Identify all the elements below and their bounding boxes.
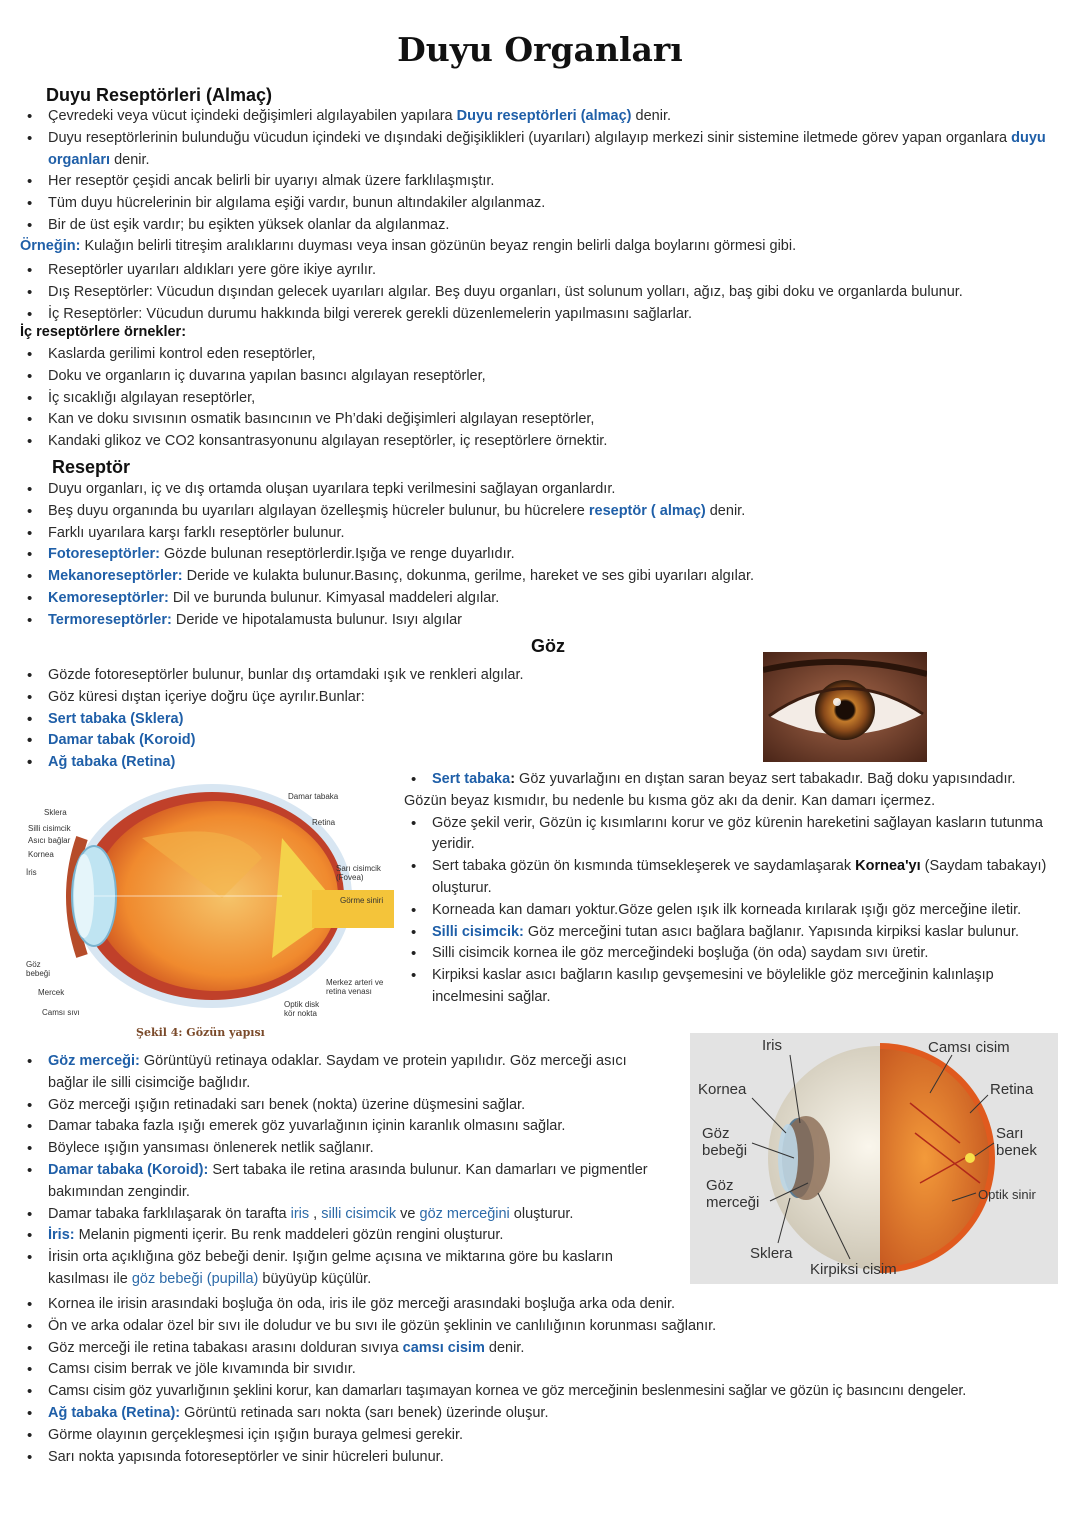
- list-item: • Gözde fotoreseptörler bulunur, bunlar dış ortamdaki ışık ve renkleri algılar.: [20, 665, 740, 687]
- sclera-text-block: [404, 769, 1054, 1009]
- section-heading-eye: Göz: [531, 636, 565, 656]
- label-kornea: Kornea: [28, 850, 54, 859]
- label-sklera: Sklera: [750, 1245, 793, 1262]
- label-optik-disk: Optik disk kör nokta: [284, 1000, 320, 1018]
- sclera-continued: Gözün beyaz kısmıdır, bu nedenle bu kısma göz akı da denir. Kan damarı içermez.: [404, 792, 936, 809]
- section-heading-receptors: Duyu Reseptörleri (Almaç): [46, 85, 273, 105]
- list-item: • Kornea ile irisin arasındaki boşluğa ön oda, iris ile göz merceği arasındaki boşluğa arka oda denir.: [20, 1294, 1070, 1316]
- list-item: • Camsı cisim göz yuvarlığının şeklini korur, kan damarları taşımayan kornea ve göz merceğinin beslenmesini sağlar ve gözün iç basıncını dengeler.: [20, 1381, 1070, 1403]
- list-item: • Damar tabak (Koroid): [20, 730, 740, 752]
- label-sari-benek: Sarı benek: [996, 1125, 1037, 1159]
- list-item: • Kirpiksi kaslar asıcı bağların kasılıp gevşemesini ve böylelikle göz merceğinin kalınlaşıp incelmesini sağlar.: [404, 965, 1054, 1009]
- example-line: Örneğin: Kulağın belirli titreşim aralıklarını duyması veya insan gözünün beyaz rengin belirli dalga boylarını görmesi gibi.: [20, 238, 797, 254]
- label-iris: Iris: [762, 1037, 782, 1054]
- inner-receptor-list: [20, 344, 1060, 453]
- label-silli-cisimcik: Silli cisimcik: [28, 824, 71, 833]
- list-item: • Görme olayının gerçekleşmesi için ışığın buraya gelmesi gerekir.: [20, 1425, 1070, 1447]
- list-item: • Damar tabaka fazla ışığı emerek göz yuvarlağının içinin karanlık olmasını sağlar.: [20, 1116, 660, 1138]
- list-item: • Dış Reseptörler: Vücudun dışından gelecek uyarıları algılar. Beş duyu organları, üst solunum yolları, ağız, baş gibi doku ve organlarda bulunur.: [20, 282, 1070, 304]
- list-item: • Silli cisimcik: Göz merceğini tutan asıcı bağlara bağlanır. Yapısında kirpiksi kaslar bulunur.: [404, 922, 1054, 944]
- list-item: • Mekanoreseptörler: Deride ve kulakta bulunur.Basınç, dokunma, gerilme, hareket ve ses gibi uyarıları algılar.: [20, 566, 1060, 588]
- list-item: • Termoreseptörler: Deride ve hipotalamusta bulunur. Isıyı algılar: [20, 610, 1060, 632]
- list-item: • Beş duyu organında bu uyarıları algılayan özelleşmiş hücreler bulunur, bu hücrelere reseptör ( almaç) denir.: [20, 501, 1060, 523]
- label-sklera: Sklera: [44, 808, 67, 817]
- label-gorme-siniri: Görme siniri: [340, 896, 384, 905]
- list-item: • Ön ve arka odalar özel bir sıvı ile doludur ve bu sıvı ile gözün şeklinin ve canlılığının korunması sağlanır.: [20, 1316, 1070, 1338]
- eye-intro-list: [20, 665, 740, 774]
- page-title: Duyu Organları: [397, 30, 683, 69]
- list-item: • Her reseptör çeşidi ancak belirli bir uyarıyı almak üzere farklılaşmıştır.: [20, 171, 1060, 193]
- list-item: • Camsı cisim berrak ve jöle kıvamında bir sıvıdır.: [20, 1359, 1070, 1381]
- list-item: • Sert tabaka gözün ön kısmında tümsekleşerek ve saydamlaşarak Kornea'yı (Saydam tabakayı) oluşturur.: [404, 856, 1054, 900]
- list-item: • Göz merceği ile retina tabakası arasını dolduran sıvıya camsı cisim denir.: [20, 1338, 1070, 1360]
- list-item: • İç Reseptörler: Vücudun durumu hakkında bilgi vererek gerekli düzenlemelerin yapılmasını sağlarlar.: [20, 304, 1070, 326]
- label-kornea: Kornea: [698, 1081, 747, 1098]
- section-heading-receptor: Reseptör: [52, 457, 131, 477]
- list-item: • Tüm duyu hücrelerinin bir algılama eşiği vardır, bunun altındakiler algılanmaz.: [20, 193, 1060, 215]
- label-goz-mercegi: Göz merceği: [706, 1177, 760, 1211]
- label-goz-bebegi: Göz bebeği: [702, 1125, 748, 1159]
- eye-structure-diagram: [22, 778, 394, 1046]
- inner-receptor-examples-label: İç reseptörlere örnekler:: [20, 324, 187, 340]
- list-item: • Göz küresi dıştan içeriye doğru üçe ayrılır.Bunlar:: [20, 687, 740, 709]
- label-goz-bebegi: Göz bebeği: [26, 960, 51, 978]
- label-sari-cisimcik: Sarı cisimcik (Fovea): [336, 864, 381, 882]
- label-camsi-cisim: Camsı cisim: [928, 1039, 1010, 1056]
- label-damar-tabaka: Damar tabaka: [288, 792, 339, 801]
- list-item: • Reseptörler uyarıları aldıkları yere göre ikiye ayrılır.: [20, 260, 1070, 282]
- label-kirpiksi-cisim: Kirpiksi cisim: [810, 1261, 897, 1278]
- chambers-retina-list: [20, 1294, 1070, 1468]
- label-mercek: Mercek: [38, 988, 65, 997]
- list-item: • Ağ tabaka (Retina): [20, 752, 740, 774]
- list-item: • İris: Melanin pigmenti içerir. Bu renk maddeleri gözün rengini oluşturur.: [20, 1225, 660, 1247]
- list-item: • Duyu reseptörlerinin bulunduğu vücudun içindeki ve dışındaki değişiklikleri (uyarıları) algılayıp merkezi sinir sistemine iletmede görev yapan organlara duyu organları denir.: [20, 128, 1060, 172]
- list-item: • Duyu organları, iç ve dış ortamda oluşan uyarılara tepki verilmesini sağlayan organlardır.: [20, 479, 1060, 501]
- receptor-types-list: [20, 260, 1070, 325]
- list-item: • Doku ve organların iç duvarına yapılan basıncı algılayan reseptörler,: [20, 366, 1060, 388]
- list-item: • Sert tabaka (Sklera): [20, 709, 740, 731]
- list-item: • Fotoreseptörler: Gözde bulunan reseptörlerdir.Işığa ve renge duyarlıdır.: [20, 544, 1060, 566]
- list-item: • Böylece ışığın yansıması önlenerek netlik sağlanır.: [20, 1138, 660, 1160]
- label-merkez-arteri: Merkez arteri ve retina venası: [326, 978, 384, 996]
- label-iris: İris: [26, 868, 37, 877]
- list-item: • Sert tabaka: Göz yuvarlağını en dıştan saran beyaz sert tabakadır. Bağ doku yapısındadır.: [404, 769, 1054, 791]
- list-item: • Kaslarda gerilimi kontrol eden reseptörler,: [20, 344, 1060, 366]
- list-item: • Damar tabaka (Koroid): Sert tabaka ile retina arasında bulunur. Kan damarları ve pigmentler bakımından zengindir.: [20, 1160, 660, 1204]
- list-item: • Damar tabaka farklılaşarak ön tarafta iris , silli cisimcik ve göz merceğini oluşturur.: [20, 1204, 660, 1226]
- list-item: • Bir de üst eşik vardır; bu eşikten yüksek olanlar da algılanmaz.: [20, 215, 1060, 237]
- list-item: • Kandaki glikoz ve CO2 konsantrasyonunu algılayan reseptörler, iç reseptörlere örnektir.: [20, 431, 1060, 453]
- list-item: • Silli cisimcik kornea ile göz merceğindeki boşluğa (ön oda) saydam sıvı üretir.: [404, 943, 1054, 965]
- list-item: • İrisin orta açıklığına göz bebeği denir. Işığın gelme açısına ve miktarına göre bu kasların kasılması ile göz bebeği (pupilla) büyüyüp küçülür.: [20, 1247, 660, 1291]
- receptors-list: [20, 106, 1060, 237]
- list-item: • İç sıcaklığı algılayan reseptörler,: [20, 388, 1060, 410]
- list-item: • Korneada kan damarı yoktur.Göze gelen ışık ilk korneada kırılarak ışığı göz merceğine iletir.: [404, 900, 1054, 922]
- list-item: • Göz merceği ışığın retinadaki sarı benek (nokta) üzerine düşmesini sağlar.: [20, 1095, 660, 1117]
- label-asici-baglar: Asıcı bağlar: [28, 836, 71, 845]
- receptor-list: [20, 479, 1060, 632]
- eye-anatomy-diagram: [690, 1033, 1058, 1284]
- list-item: • Sarı nokta yapısında fotoreseptörler ve sinir hücreleri bulunur.: [20, 1447, 1070, 1469]
- label-optik-sinir: Optik sinir: [978, 1187, 1036, 1202]
- list-item: • Kan ve doku sıvısının osmatik basıncının ve Ph’daki değişimleri algılayan reseptörler,: [20, 409, 1060, 431]
- label-retina: Retina: [312, 818, 336, 827]
- lens-iris-list: [20, 1051, 660, 1291]
- list-item: • Göz merceği: Görüntüyü retinaya odaklar. Saydam ve protein yapılıdır. Göz merceği asıcı bağlar ile silli cisimciğe bağlıdır.: [20, 1051, 660, 1095]
- list-item: • Çevredeki veya vücut içindeki değişimleri algılayabilen yapılara Duyu reseptörleri (almaç) denir.: [20, 106, 1060, 128]
- list-item: • Farklı uyarılara karşı farklı reseptörler bulunur.: [20, 523, 1060, 545]
- eye-photo: [763, 652, 927, 762]
- list-item: • Göze şekil verir, Gözün iç kısımlarını korur ve göz kürenin hareketini sağlayan kasların tutunma yeridir.: [404, 813, 1054, 857]
- list-item: • Kemoreseptörler: Dil ve burunda bulunur. Kimyasal maddeleri algılar.: [20, 588, 1060, 610]
- list-item: • Ağ tabaka (Retina): Görüntü retinada sarı nokta (sarı benek) üzerinde oluşur.: [20, 1403, 1070, 1425]
- label-camsi-sivi: Camsı sıvı: [42, 1008, 80, 1017]
- figure-caption: Şekil 4: Gözün yapısı: [136, 1026, 265, 1039]
- label-retina: Retina: [990, 1081, 1034, 1098]
